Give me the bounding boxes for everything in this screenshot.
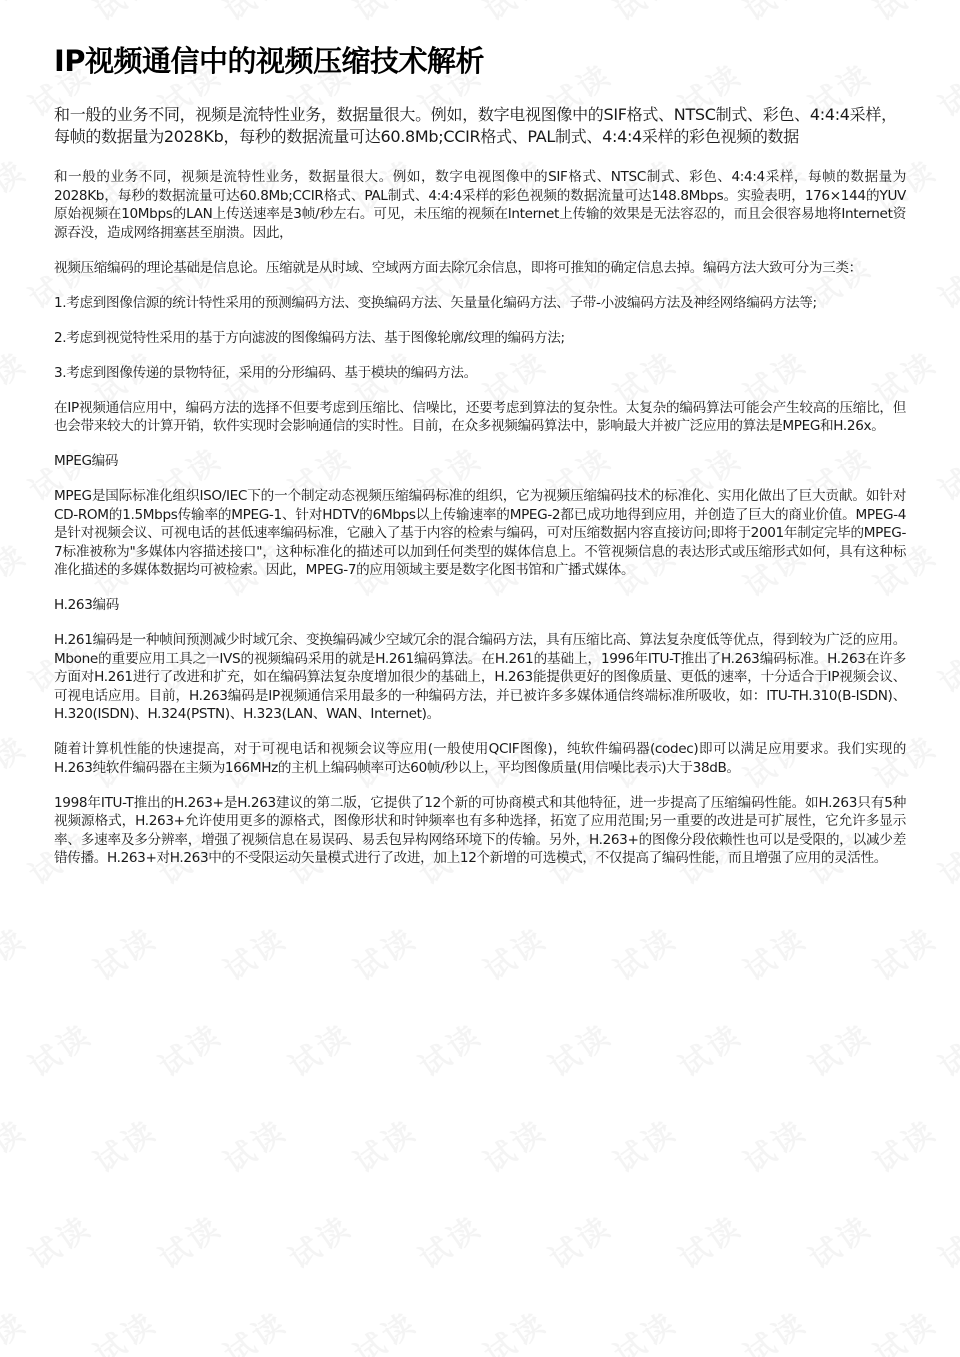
paragraph-data-volume: 和一般的业务不同，视频是流特性业务，数据量很大。例如，数字电视图像中的SIF格式、NTSC制式、彩色、4:4:4采样，每帧的数据量为2028Kb，每秒的数据流量可达60.8Mb;CCIR格式、PAL制式、4:4:4采样的彩色视频的数据流量可达148.8Mbps。实验表明，176×144的YUV原始视频在10Mbps的LAN上传送速率是3帧/秒左右。可见，未压缩的视频在Internet上传输的效果是无法容忍的，而且会很容易地将Internet资源吞没，造成网络拥塞甚至崩溃。因此， xyxy=(54,169,906,241)
watermark-text xyxy=(149,1010,230,1085)
watermark-text xyxy=(734,1298,815,1357)
watermark-text xyxy=(409,1010,490,1085)
watermark-text xyxy=(214,1298,295,1357)
watermark-text xyxy=(214,1106,295,1181)
watermark-text xyxy=(604,1106,685,1181)
watermark-text xyxy=(214,914,295,989)
watermark-text xyxy=(0,1106,34,1181)
paragraph-method-selection: 在IP视频通信应用中，编码方法的选择不但要考虑到压缩比、信噪比，还要考虑到算法的复杂性。太复杂的编码算法可能会产生较高的压缩比，但也会带来较大的计算开销，软件实现时会影响通信的实时性。目前，在众多视频编码算法中，影响最大并被广泛应用的算法是MPEG和H.26x。 xyxy=(54,399,906,434)
section-heading-h263: H.263编码 xyxy=(54,597,119,613)
watermark-text xyxy=(669,1202,750,1277)
watermark-text xyxy=(474,914,555,989)
watermark-text xyxy=(84,1298,165,1357)
document-title: IP视频通信中的视频压缩技术解析 xyxy=(54,44,485,78)
watermark-text xyxy=(0,1298,34,1357)
watermark-text xyxy=(734,1106,815,1181)
watermark-text xyxy=(84,914,165,989)
watermark-text xyxy=(344,914,425,989)
section-heading-mpeg: MPEG编码 xyxy=(54,453,119,469)
watermark-text xyxy=(19,1202,100,1277)
list-item-method-2: 2.考虑到视觉特性采用的基于方向滤波的图像编码方法、基于图像轮廓/纹理的编码方法; xyxy=(54,329,565,346)
paragraph-compression-theory: 视频压缩编码的理论基础是信息论。压缩就是从时域、空域两方面去除冗余信息，即将可推知的确定信息去掉。编码方法大致可分为三类： xyxy=(54,259,862,276)
watermark-text xyxy=(604,914,685,989)
watermark-text xyxy=(539,1202,620,1277)
watermark-text xyxy=(84,1106,165,1181)
watermark-text xyxy=(604,1298,685,1357)
watermark-text xyxy=(799,1010,880,1085)
watermark-text xyxy=(669,1010,750,1085)
list-item-method-3: 3.考虑到图像传递的景物特征，采用的分形编码、基于模块的编码方法。 xyxy=(54,364,477,381)
paragraph-software-codec: 随着计算机性能的快速提高，对于可视电话和视频会议等应用(一般使用QCIF图像)，纯软件编码器(codec)即可以满足应用要求。我们实现的H.263纯软件编码器在主频为166MHz的主机上编码帧率可达60帧/秒以上，平均图像质量(用信噪比表示)大于38dB。 xyxy=(54,741,906,776)
lead-paragraph: 和一般的业务不同，视频是流特性业务，数据量很大。例如，数字电视图像中的SIF格式、NTSC制式、彩色、4:4:4采样，每帧的数据量为2028Kb，每秒的数据流量可达60.8Mb;CCIR格式、PAL制式、4:4:4采样的彩色视频的数据 xyxy=(54,105,897,146)
watermark-text xyxy=(0,914,34,989)
watermark-text xyxy=(734,914,815,989)
paragraph-h261-h263: H.261编码是一种帧间预测减少时域冗余、变换编码减少空域冗余的混合编码方法，具有压缩比高、算法复杂度低等优点，得到较为广泛的应用。Mbone的重要应用工具之一IVS的视频编码采用的就是H.261编码算法。在H.261的基础上，1996年ITU-T推出了H.263编码标准。H.263在许多方面对H.261进行了改进和扩充，如在编码算法复杂度增加很少的基础上，H.263能提供更好的图像质量、更低的速率，十分适合于IP视频会议、可视电话应用。目前，H.263编码是IP视频通信采用最多的一种编码方法，并已被许多多媒体通信终端标准所吸收，如：ITU-TH.310(B-ISDN)、H.320(ISDN)、H.324(PSTN)、H.323(LAN、WAN、Internet)。 xyxy=(54,632,906,722)
watermark-text xyxy=(474,1298,555,1357)
watermark-text xyxy=(864,1106,945,1181)
watermark-text xyxy=(864,914,945,989)
watermark-text xyxy=(474,1106,555,1181)
watermark-text xyxy=(279,1202,360,1277)
watermark-text xyxy=(799,1202,880,1277)
watermark-text xyxy=(279,1010,360,1085)
watermark-text xyxy=(19,1010,100,1085)
watermark-text xyxy=(539,1010,620,1085)
watermark-text xyxy=(864,1298,945,1357)
paragraph-h263-plus: 1998年ITU-T推出的H.263+是H.263建议的第二版，它提供了12个新的可协商模式和其他特征，进一步提高了压缩编码性能。如H.263只有5种视频源格式，H.263+允许使用更多的源格式，图像形状和时钟频率也有多种选择，拓宽了应用范围;另一重要的改进是可扩展性，它允许多显示率、多速率及多分辨率，增强了视频信息在易误码、易丢包异构网络环境下的传输。另外，H.263+的图像分段依赖性也可以是受限的，以减少差错传播。H.263+对H.263中的不受限运动矢量模式进行了改进，加上12个新增的可选模式，不仅提高了编码性能，而且增强了应用的灵活性。 xyxy=(54,794,906,866)
watermark-text xyxy=(149,1202,230,1277)
watermark-text xyxy=(929,1010,960,1085)
watermark-text xyxy=(409,1202,490,1277)
paragraph-mpeg: MPEG是国际标准化组织ISO/IEC下的一个制定动态视频压缩编码标准的组织，它为视频压缩编码技术的标准化、实用化做出了巨大贡献。如针对CD-ROM的1.5Mbps传输率的MPEG-1、针对HDTV的6Mbps以上传输速率的MPEG-2都已成功地得到应用，并创造了巨大的商业价值。MPEG-4是针对视频会议、可视电话的甚低速率编码标准，它融入了基于内容的检索与编码，可对压缩数据内容直接访问;即将于2001年制定完毕的MPEG-7标准被称为"多媒体内容描述接口"，这种标准化的描述可以加到任何类型的媒体信息上。不管视频信息的表达形式或压缩形式如何，具有这种标准化描述的多媒体数据均可被检索。因此，MPEG-7的应用领域主要是数字化图书馆和广播式媒体。 xyxy=(54,488,906,578)
watermark-text xyxy=(929,1202,960,1277)
watermark-text xyxy=(344,1298,425,1357)
watermark-text xyxy=(344,1106,425,1181)
list-item-method-1: 1.考虑到图像信源的统计特性采用的预测编码方法、变换编码方法、矢量量化编码方法、子带-小波编码方法及神经网络编码方法等; xyxy=(54,294,817,311)
